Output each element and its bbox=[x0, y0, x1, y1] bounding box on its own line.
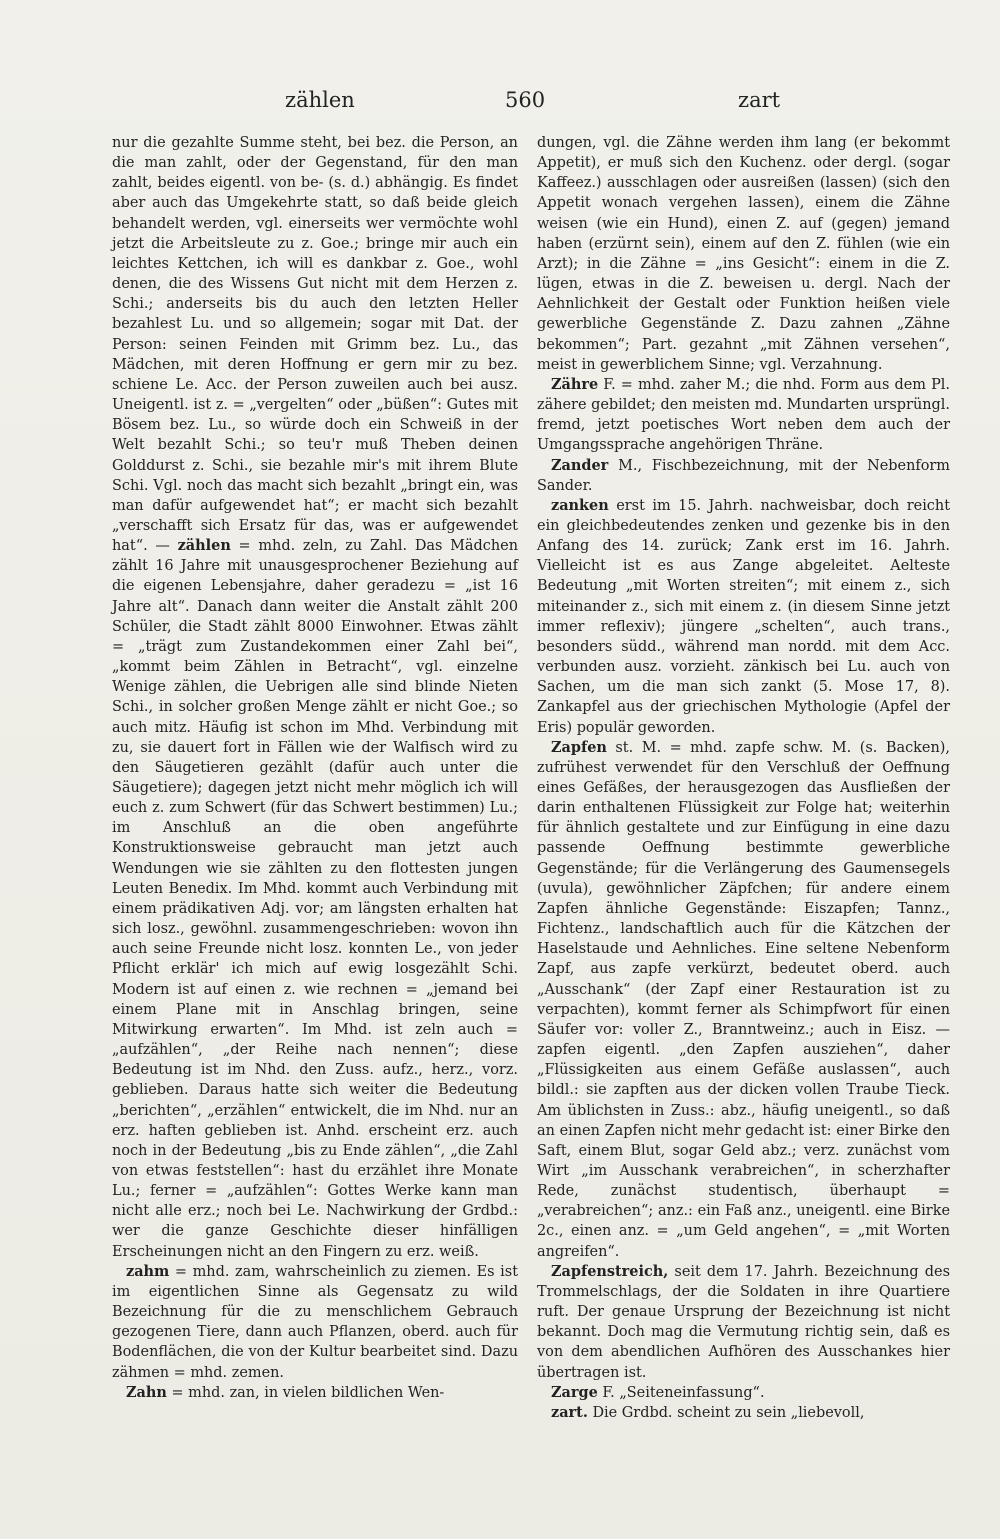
entry-body: seit dem 17. Jahrh. Bezeichnung des Trommelschlags, der die Soldaten in ihre Quartiere ruft. Der genaue Ursprung der Bezeichnung ist nicht bekannt. Doch mag die Vermutung richtig sein, daß es von dem abendlichen Aufhören des Ausschankes hier übertragen ist. bbox=[537, 1263, 950, 1381]
headword: Zähre bbox=[551, 375, 599, 393]
running-head-left: zählen bbox=[285, 88, 355, 112]
entry-zapfenstreich bbox=[537, 1262, 950, 1383]
entry-zahn-continued: dungen, vgl. die Zähne werden ihm lang (er bekommt Appetit), er muß sich den Kuchenz. oder dergl. (sogar Kaffeez.) ausschlagen oder ausreißen (lassen) (sich den Appetit wonach vergehen lassen), einem die Zähne weisen (wie ein Hund), einen Z. auf (gegen) jemand haben (erzürnt sein), einem auf den Z. fühlen (wie ein Arzt); in die Zähne = „ins Gesicht“: einem in die Z. lügen, etwas in die Z. beweisen u. dergl. Nach der Aehnlichkeit der Gestalt oder Funktion heißen viele gewerbliche Gegenstände Z. Dazu zahnen „Zähne bekommen“; Part. gezahnt „mit Zähnen versehen“, meist in gewerblichem Sinne; vgl. Verzahnung. bbox=[537, 135, 950, 373]
entry-body: F. „Seiteneinfassung“. bbox=[597, 1384, 765, 1401]
headword: Zander bbox=[551, 456, 609, 474]
entry-continuation: nur die gezahlte Summe steht, bei bez. die Person, an die man zahlt, oder der Gegenstand, für den man zahlt, beides eigentl. von be- (s. d.) abhängig. Es findet aber auch das Umgekehrte statt, so daß beide gleich behandelt werden, vgl. einerseits wer vermöchte wohl jetzt die Arbeitsleute zu z. Goe.; bringe mir auch ein leichtes Kettchen, ich will es dankbar z. Goe., wohl denen, die des Wissens Gut nicht mit dem Herzen z. Schi.; anderseits bis du auch den letzten Heller bezahlest Lu. und so allgemein; sogar mit Dat. der Person: seinen Feinden mit Grimm bez. Lu., das Mädchen, mit deren Hoffnung er gern mir zu bez. schiene Le. Acc. der Person zuweilen auch bei ausz. Uneigentl. ist z. = „vergelten“ oder „büßen“: Gutes mit Bösem bez. Lu., so würde doch ein Schweiß in der Welt bezahlt Schi.; so teu'r muß Theben deinen Golddurst z. Schi., sie bezahle mir's mit ihrem Blute Schi. Vgl. noch das macht sich bezahlt „bringt ein, was man dafür aufgewendet hat“; er macht sich bezahlt „verschafft sich Ersatz für das, was er aufgewendet hat“. — bbox=[112, 135, 518, 555]
entry-zander bbox=[537, 456, 950, 496]
entry-zanken bbox=[537, 496, 950, 738]
entry-zahm bbox=[112, 1262, 518, 1383]
entry-zaehre bbox=[537, 375, 950, 456]
headword: zart. bbox=[551, 1403, 588, 1421]
headword: zählen bbox=[177, 537, 231, 555]
entry-body: = mhd. zan, in vielen bildlichen Wen- bbox=[166, 1384, 445, 1401]
entry-body: = mhd. zeln, zu Zahl. Das Mädchen zählt 16 Jahre mit unausgesprochener Beziehung auf die eigenen Lebensjahre, daher geradezu = „ist 16 Jahre alt“. Danach dann weiter die Anstalt zählt 200 Schüler, die Stadt zählt 8000 Einwohner. Etwas zählt = „trägt zum Zustandekommen einer Zahl bei“, „kommt beim Zählen in Betracht“, vgl. einzelne Wenige zählen, die Uebrigen alle sind blinde Nieten Schi., in solcher großen Menge zählt er nicht Goe.; so auch mitz. Häufig ist schon im Mhd. Verbindung mit zu, sie dauert fort in Fällen wie der Walfisch wird zu den Säugetieren gezählt (dafür auch unter die Säugetiere); dagegen jetzt nicht mehr möglich ich will euch z. zum Schwert (für das Schwert bestimmen) Lu.; im Anschluß an die oben angeführte Konstruktionsweise gebraucht man jetzt auch Wendungen wie sie zählten zu den flottesten jungen Leuten Benedix. Im Mhd. kommt auch Verbindung mit einem prädikativen Adj. vor; am längsten erhalten hat sich losz., gewöhnl. zusammengeschrieben: wovon ihn auch seine Freunde nicht losz. konnten Le., von jeder Pflicht erklär' ich mich auf ewig losgezählt Schi. Modern ist auf einen z. wie rechnen = „jemand bei einem Plane mit in Anschlag bringen, seine Mitwirkung erwarten“. Im Mhd. ist zeln auch = „aufzählen“, „der Reihe nach nennen“; diese Bedeutung ist im Nhd. den Zuss. aufz., herz., vorz. geblieben. Daraus hatte sich weiter die Bedeutung „berichten“, „erzählen“ entwickelt, die im Nhd. nur an erz. haften geblieben ist. Anhd. erscheint erz. auch noch in der Bedeutung „bis zu Ende zählen“, „die Zahl von etwas feststellen“: hast du erzählet ihre Monate Lu.; ferner = „aufzählen“: Gottes Werke kann man nicht alle erz.; noch bei Le. Nachwirkung der Grdbd.: wer die ganze Geschichte dieser hinfälligen Erscheinungen nicht an den Fingern zu erz. weiß. bbox=[112, 538, 518, 1260]
entry-zapfen bbox=[537, 738, 950, 1262]
headword: Zahn bbox=[126, 1383, 167, 1401]
entry-body: M., Fischbezeichnung, mit der Nebenform Sander. bbox=[537, 457, 950, 494]
entry-zarge bbox=[537, 1383, 950, 1403]
entry-body: = mhd. zam, wahrscheinlich zu ziemen. Es ist im eigentlichen Sinne als Gegensatz zu wild Bezeichnung für die zu menschlichem Gebrauch gezogenen Tiere, dann auch Pflanzen, oberd. auch für Bodenflächen, die von der Kultur bearbeitet sind. Dazu zähmen = mhd. zemen. bbox=[112, 1263, 518, 1381]
headword: zanken bbox=[551, 496, 609, 514]
page-number: 560 bbox=[505, 88, 546, 112]
entry-body: erst im 15. Jahrh. nachweisbar, doch reicht ein gleichbedeutendes zenken und gezenke bis in den Anfang des 14. zurück; Zank erst im 16. Jahrh. Vielleicht ist es aus Zange abgeleitet. Aelteste Bedeutung „mit Worten streiten“; mit einem z., sich miteinander z., sich mit einem z. (in diesem Sinne jetzt immer reflexiv); jüngere „schelten“, auch trans., besonders südd., während man nordd. mit dem Acc. verbunden ausz. vorzieht. zänkisch bei Lu. auch von Sachen, um die man sich zankt (5. Mose 17, 8). Zankapfel aus der griechischen Mythologie (Apfel der Eris) populär geworden. bbox=[537, 497, 950, 736]
entry-zahn bbox=[112, 1383, 518, 1403]
entry-body: st. M. = mhd. zapfe schw. M. (s. Backen), zufrühest verwendet für den Verschluß der Oeffnung eines Gefäßes, der herausgezogen das Ausfließen der darin enthaltenen Flüssigkeit zur Folge hat; weiterhin für ähnlich gestaltete und zur Einfügung in eine dazu passende Oeffnung bestimmte gewerbliche Gegenstände; für die Verlängerung des Gaumensegels (uvula), gewöhnlicher Zäpfchen; für andere einem Zapfen ähnliche Gegenstände: Eiszapfen; Tannz., Fichtenz., landschaftlich auch für die Kätzchen der Haselstaude und Aehnliches. Eine seltene Nebenform Zapf, aus zapfe verkürzt, bedeutet oberd. auch „Ausschank“ (der Zapf einer Restauration ist zu verpachten), kommt ferner als Schimpfwort für einen Säufer vor: voller Z., Branntweinz.; auch in Eisz. — zapfen eigentl. „den Zapfen ausziehen“, daher „Flüssigkeiten aus einem Gefäße auslassen“, auch bildl.: sie zapften aus der dicken vollen Traube Tieck. Am üblichsten in Zuss.: abz., häufig uneigentl., so daß an einen Zapfen nicht mehr gedacht ist: einer Birke den Saft, einem Blut, sogar Geld abz.; verz. zunächst vom Wirt „im Ausschank verabreichen“, in scherzhafter Rede, zunächst studentisch, überhaupt = „verabreichen“; anz.: ein Faß anz., uneigentl. eine Birke 2c., einen anz. = „um Geld angehen“, = „mit Worten angreifen“. bbox=[537, 739, 950, 1260]
left-column bbox=[112, 133, 518, 1403]
entry-zart bbox=[537, 1403, 950, 1423]
running-head-right: zart bbox=[738, 88, 781, 112]
headword: zahm bbox=[126, 1262, 170, 1280]
entry-body: Die Grdbd. scheint zu sein „liebevoll, bbox=[587, 1404, 865, 1421]
headword: Zapfen bbox=[551, 738, 607, 756]
entry-body: F. = mhd. zaher M.; die nhd. Form aus dem Pl. zähere gebildet; den meisten md. Mundarten ursprüngl. fremd, jetzt poetisches Wort neben dem auch der Umgangssprache angehörigen Thräne. bbox=[537, 376, 950, 454]
headword: Zarge bbox=[551, 1383, 598, 1401]
entry-zaehlen bbox=[112, 133, 518, 1262]
right-column bbox=[537, 133, 950, 1423]
headword: Zapfenstreich, bbox=[551, 1262, 669, 1280]
